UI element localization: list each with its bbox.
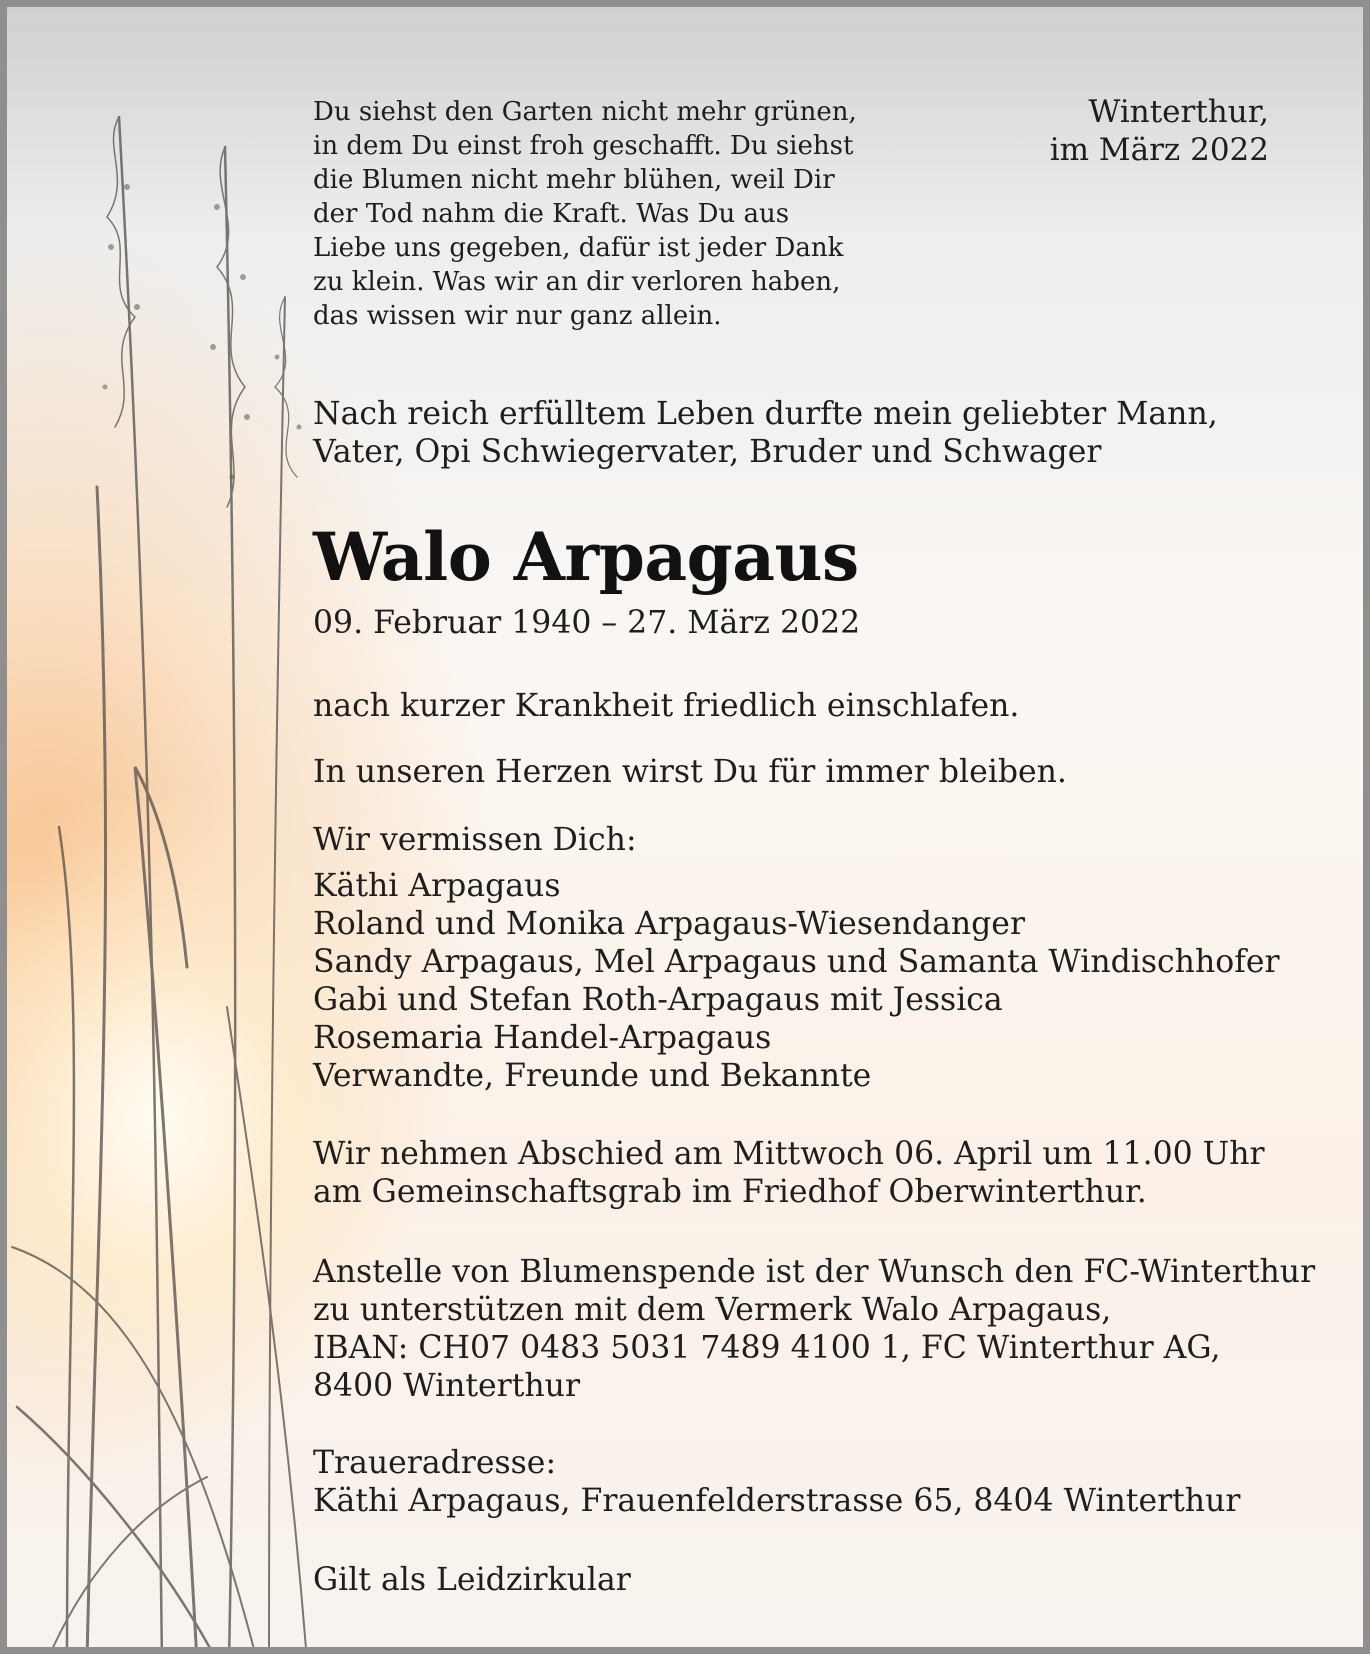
mourner-item: Gabi und Stefan Roth-Arpagaus mit Jessica (313, 982, 1003, 1018)
passing-statement: nach kurzer Krankheit friedlich einschlafen. (313, 688, 1020, 724)
mourner-item: Käthi Arpagaus (313, 868, 561, 904)
mourners-heading: Wir vermissen Dich: (313, 822, 637, 858)
mourner-item: Roland und Monika Arpagaus-Wiesendanger (313, 906, 1026, 942)
circular-note: Gilt als Leidzirkular (313, 1562, 631, 1598)
remembrance-line: In unseren Herzen wirst Du für immer bleiben. (313, 754, 1067, 790)
announcement-intro: Nach reich erfülltem Leben durfte mein geliebter Mann, Vater, Opi Schwiegervater, Bruder und Schwager (313, 396, 1218, 470)
mourner-item: Rosemaria Handel-Arpagaus (313, 1020, 772, 1056)
mourning-address: Traueradresse: Käthi Arpagaus, Frauenfelderstrasse 65, 8404 Winterthur (313, 1445, 1241, 1519)
memorial-poem: Du siehst den Garten nicht mehr grünen, in dem Du einst froh geschafft. Du siehst die Blumen nicht mehr blühen, weil Dir der Tod nahm die Kraft. Was Du aus Liebe uns gegeben, dafür ist jeder Dank zu klein. Was wir an dir verloren haben, das wissen wir nur ganz allein. (313, 97, 857, 331)
donation-request: Anstelle von Blumenspende ist der Wunsch den FC-Winterthur zu unterstützen mit dem Vermerk Walo Arpagaus, IBAN: CH07 0483 5031 7489 4100 1, FC Winterthur AG, 8400 Winterthur (313, 1254, 1316, 1404)
deceased-name: Walo Arpagaus (313, 518, 859, 596)
mourner-item: Verwandte, Freunde und Bekannte (313, 1058, 872, 1094)
mourners-list (313, 867, 1280, 1095)
farewell-ceremony-info: Wir nehmen Abschied am Mittwoch 06. April um 11.00 Uhr am Gemeinschaftsgrab im Friedhof Oberwinterthur. (313, 1136, 1265, 1210)
place-and-date: Winterthur, im März 2022 (1049, 94, 1269, 168)
mourner-item: Sandy Arpagaus, Mel Arpagaus und Samanta Windischhofer (313, 944, 1280, 980)
life-dates: 09. Februar 1940 – 27. März 2022 (313, 605, 861, 641)
